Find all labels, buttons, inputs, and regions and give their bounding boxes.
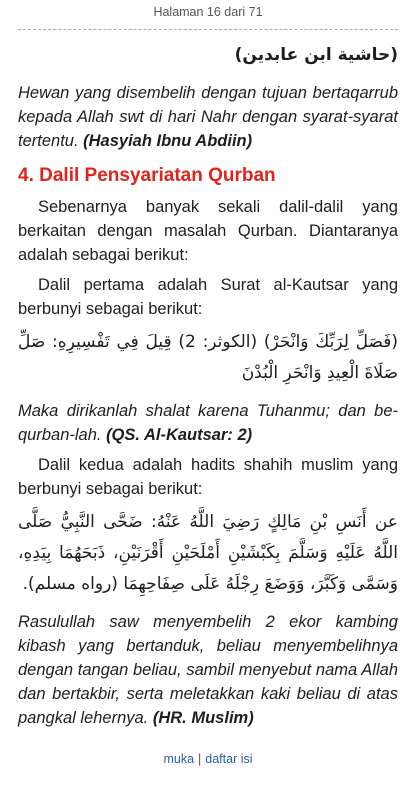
table-of-contents-link[interactable]: daftar isi	[205, 752, 253, 766]
dalil1-translation: Maka dirikanlah shalat karena Tuhanmu; dan be-qurban-lah.	[18, 402, 398, 444]
page-header	[0, 0, 416, 30]
section-heading: 4. Dalil Pensyariatan Qurban	[18, 165, 276, 186]
page-footer	[0, 752, 416, 766]
dalil2-intro: Dalil kedua adalah hadits shahih muslim yang berbunyi sebagai berikut:	[18, 456, 398, 498]
page-indicator: Halaman 16 dari 71	[153, 5, 263, 19]
page-content	[18, 40, 398, 730]
dalil2-translation-paragraph	[18, 610, 398, 730]
intro-paragraph: Sebenarnya banyak sekali dalil-dalil yang berkaitan dengan masalah Qurban. Diantaranya adalah sebagai berikut:	[18, 198, 398, 264]
dalil1-arabic: (فَصَلِّ لِرَبِّكَ وَانْحَرْ) (الكوثر: 2) قِيلَ فِي تَفْسِيرِهِ: صَلِّ صَلَاةَ الْعِيدِ وَانْحَرِ الْبُدْنَ	[18, 332, 398, 383]
definition-paragraph	[18, 81, 398, 153]
dalil1-intro: Dalil pertama adalah Surat al-Kautsar yang berbunyi sebagai berikut:	[18, 276, 398, 318]
dalil1-source: (QS. Al-Kautsar: 2)	[106, 426, 253, 444]
footer-separator: |	[198, 752, 202, 766]
dalil2-arabic: عن أَنَسِ بْنِ مَالِكٍ رَضِيَ اللَّهُ عَنْهُ: ضَحَّى النَّبِيُّ صَلَّى اللَّهُ عَلَيْهِ وَسَلَّمَ بِكَبْشَيْنِ أَمْلَحَيْنِ أَقْرَنَيْنِ، ذَبَحَهُمَا بِيَدِهِ، وَسَمَّى وَكَبَّرَ، وَوَضَعَ رِجْلَهُ عَلَى صِفَاحِهِمَا (رواه مسلم).	[18, 512, 398, 594]
dalil2-source: (HR. Muslim)	[152, 709, 254, 727]
arabic-source-title: (حاشية ابن عابدين)	[234, 45, 398, 65]
home-link[interactable]: muka	[163, 752, 195, 766]
dalil1-translation-paragraph	[18, 399, 398, 447]
definition-text: Hewan yang disembelih dengan tujuan bertaqarrub kepada Allah swt di hari Nahr dengan syarat-syarat tertentu.	[18, 84, 398, 150]
definition-source: (Hasyiah Ibnu Abdiin)	[83, 132, 253, 150]
header-divider	[18, 29, 398, 30]
dalil2-translation: Rasulullah saw menyembelih 2 ekor kambing kibash yang bertanduk, beliau menyembelihnya dengan tangan beliau, sambil menyebut nama Allah dan bertakbir, serta meletakkan kaki beliau di atas pangkal lehernya.	[18, 613, 398, 727]
